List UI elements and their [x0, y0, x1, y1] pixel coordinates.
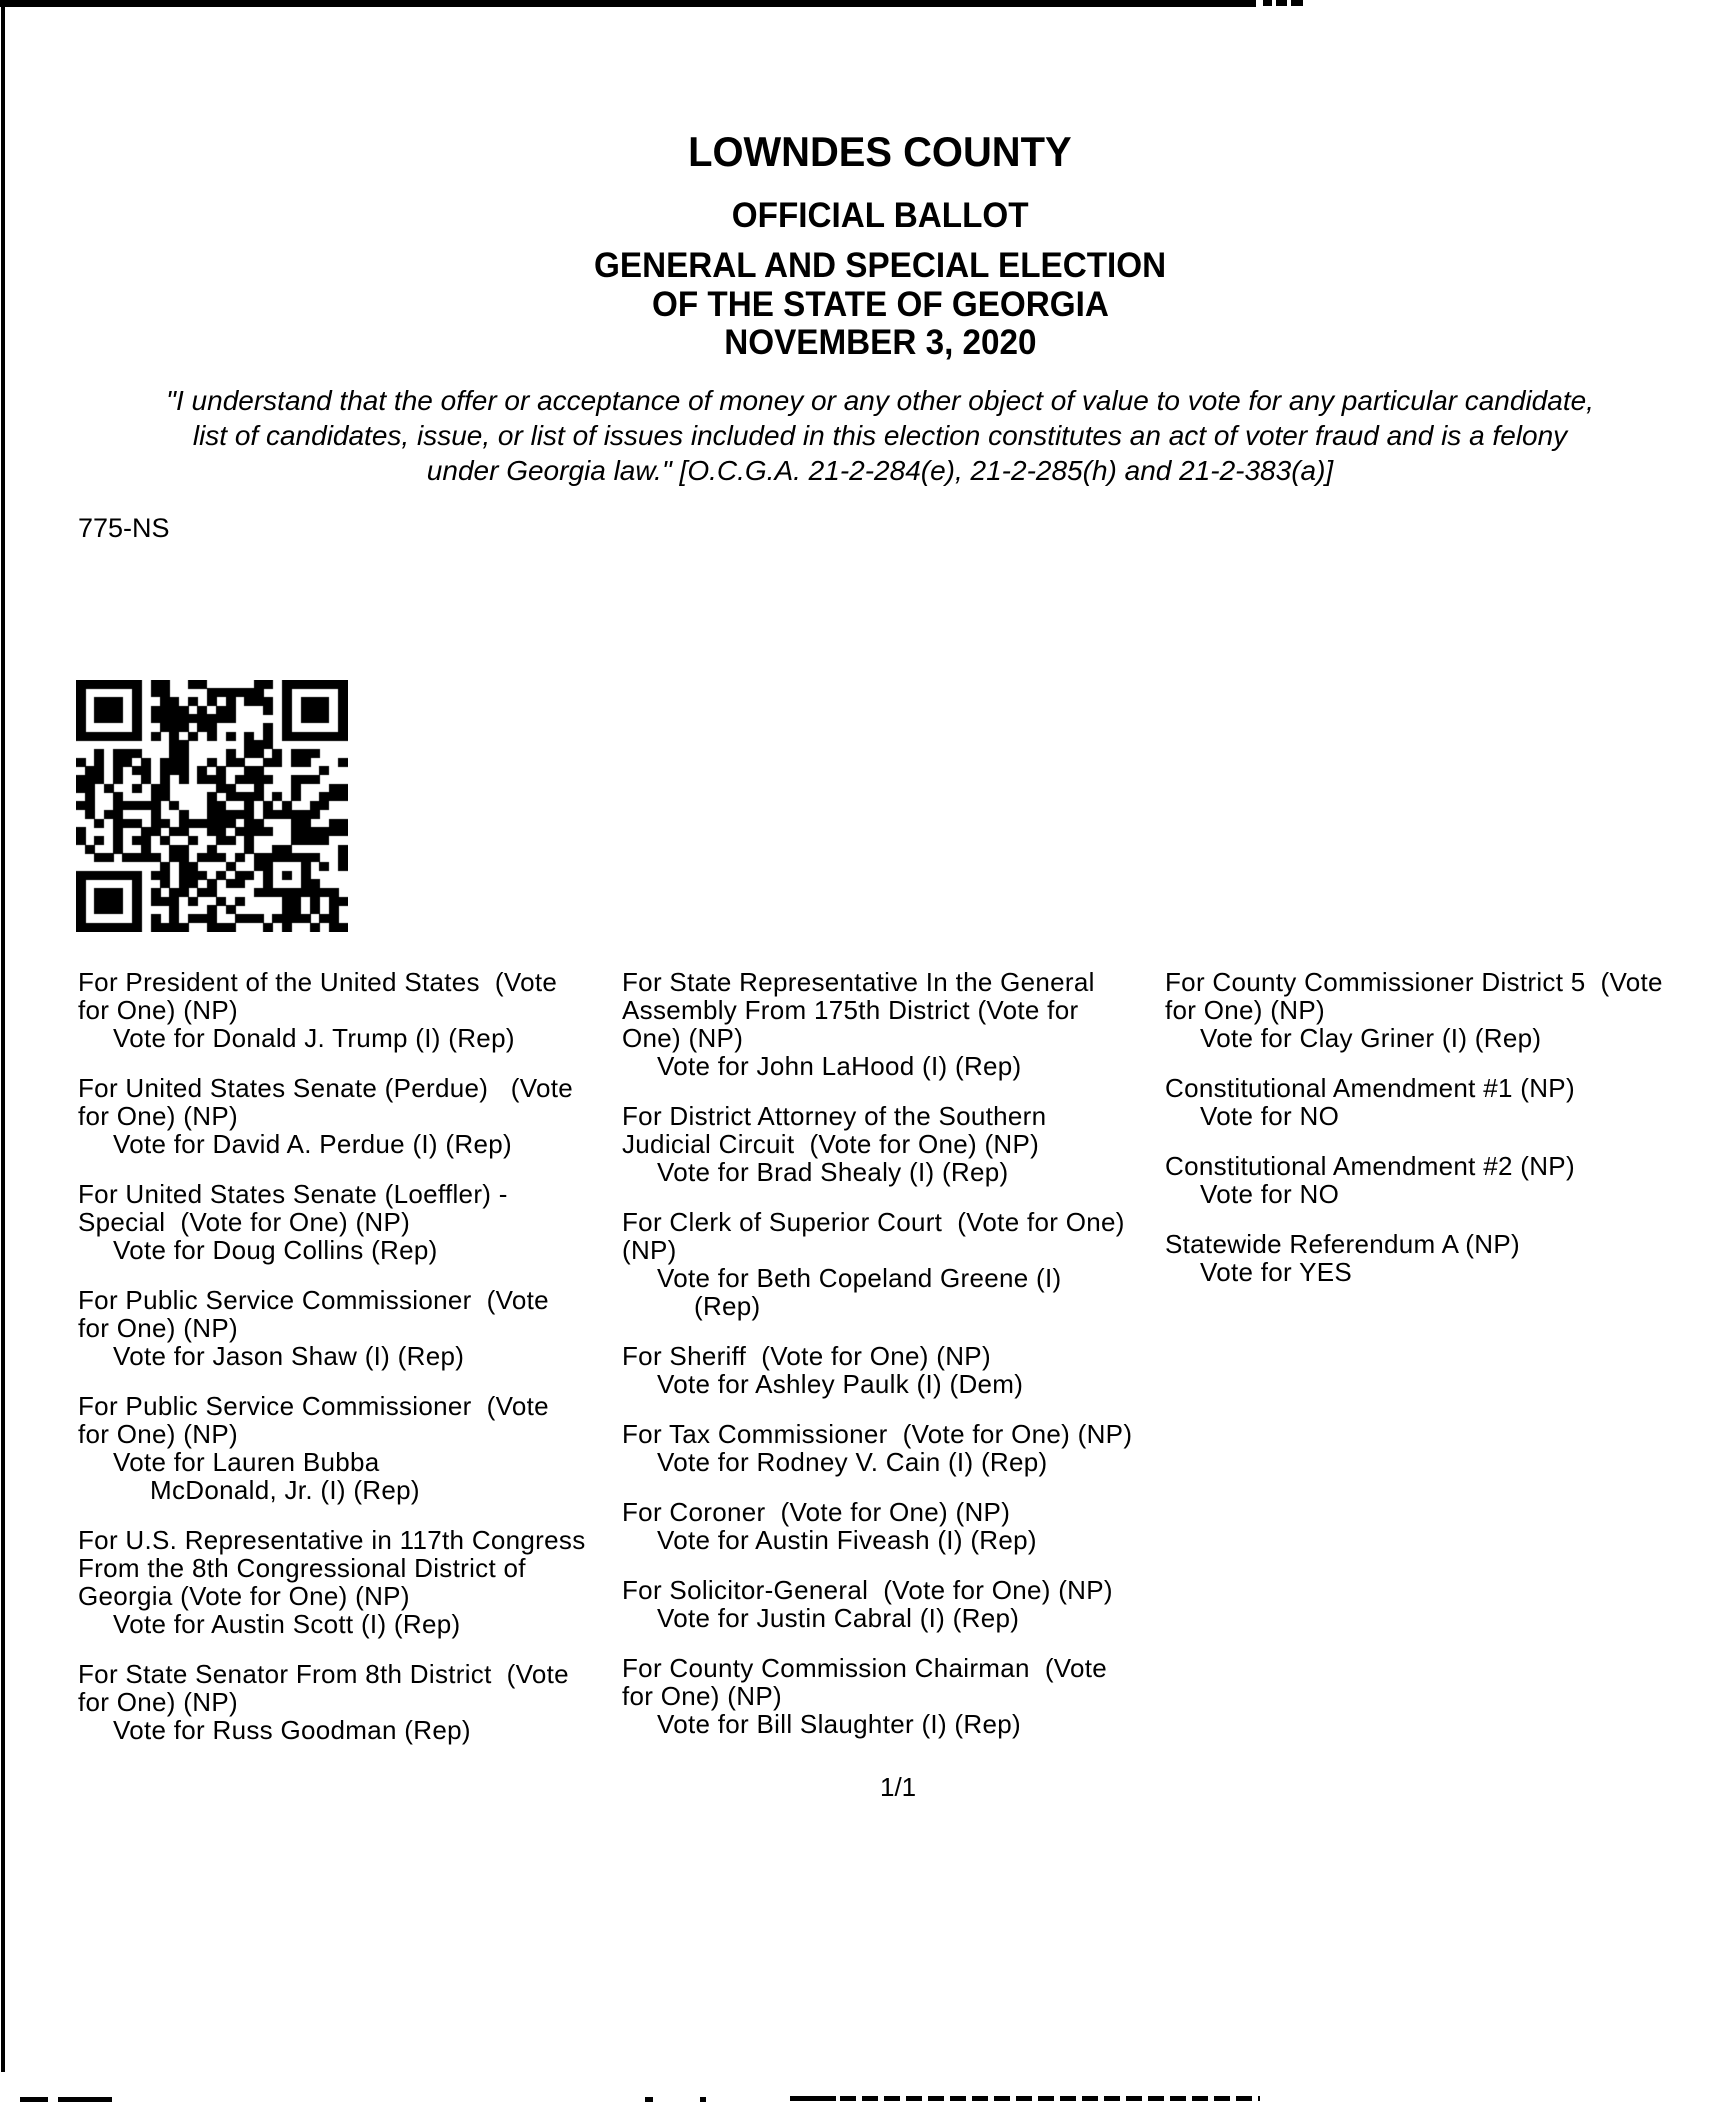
vote-line: Vote for Bill Slaughter (I) (Rep) — [657, 1709, 1021, 1739]
vote-line: (Rep) — [694, 1291, 761, 1321]
contest-block — [78, 1074, 638, 1158]
ballot-column-2 — [622, 968, 1182, 1760]
vote-line: Vote for Austin Fiveash (I) (Rep) — [657, 1525, 1037, 1555]
ballot-type-title: OFFICIAL BALLOT — [731, 196, 1029, 235]
contest-block — [78, 1392, 638, 1504]
vote-line: Vote for Beth Copeland Greene (I) — [657, 1263, 1062, 1293]
vote-line: Vote for Justin Cabral (I) (Rep) — [657, 1603, 1020, 1633]
contest-title-line: For President of the United States (Vote — [78, 967, 558, 997]
contest-title-line: For District Attorney of the Southern — [622, 1101, 1047, 1131]
scan-edge-bottom-dash — [20, 2097, 48, 2102]
ballot-column-1 — [78, 968, 638, 1766]
contest-title-line: For State Senator From 8th District (Vote — [78, 1659, 569, 1689]
scan-edge-bottom-dashed-line — [840, 2096, 1260, 2101]
contest-block — [622, 1576, 1182, 1632]
contest-title-line: From the 8th Congressional District of — [78, 1553, 526, 1583]
scan-edge-bottom-dash — [58, 2097, 112, 2102]
contest-title-line: For Solicitor-General (Vote for One) (NP) — [622, 1575, 1113, 1605]
contest-title-line: (NP) — [622, 1235, 677, 1265]
contest-title-line: For Coroner (Vote for One) (NP) — [622, 1497, 1011, 1527]
scan-edge-top-dash — [1276, 0, 1287, 6]
contest-title-line: For Clerk of Superior Court (Vote for One) — [622, 1207, 1125, 1237]
contest-title-line: One) (NP) — [622, 1023, 744, 1053]
contest-title-line: for One) (NP) — [78, 995, 238, 1025]
vote-line: Vote for NO — [1200, 1101, 1340, 1131]
contest-block — [78, 1180, 638, 1264]
contest-title-line: Georgia (Vote for One) (NP) — [78, 1581, 410, 1611]
vote-line: Vote for John LaHood (I) (Rep) — [657, 1051, 1022, 1081]
page-number: 1/1 — [880, 1772, 917, 1802]
vote-line: Vote for Clay Griner (I) (Rep) — [1200, 1023, 1542, 1053]
contest-block — [1165, 1230, 1728, 1286]
contest-title-line: For Public Service Commissioner (Vote — [78, 1285, 549, 1315]
fraud-disclaimer-line: list of candidates, issue, or list of issues included in this election constitutes an act of voter fraud and is a felony — [192, 420, 1568, 451]
contest-block — [622, 1498, 1182, 1554]
contest-block — [1165, 1152, 1728, 1208]
contest-title-line: For United States Senate (Loeffler) - — [78, 1179, 508, 1209]
vote-line: Vote for Ashley Paulk (I) (Dem) — [657, 1369, 1024, 1399]
contest-title-line: For United States Senate (Perdue) (Vote — [78, 1073, 574, 1103]
vote-line: Vote for YES — [1200, 1257, 1352, 1287]
vote-line: Vote for David A. Perdue (I) (Rep) — [113, 1129, 512, 1159]
election-title-line1: GENERAL AND SPECIAL ELECTION — [593, 246, 1167, 285]
contest-title-line: For U.S. Representative in 117th Congress — [78, 1525, 586, 1555]
contest-block — [78, 968, 638, 1052]
contest-title-line: Statewide Referendum A (NP) — [1165, 1229, 1520, 1259]
qr-code — [76, 680, 348, 932]
fraud-disclaimer-line: under Georgia law." [O.C.G.A. 21-2-284(e), 21-2-285(h) and 21-2-383(a)] — [426, 455, 1334, 486]
contest-block — [622, 1102, 1182, 1186]
contest-title-line: Assembly From 175th District (Vote for — [622, 995, 1079, 1025]
contest-title-line: for One) (NP) — [78, 1101, 238, 1131]
contest-block — [1165, 1074, 1728, 1130]
scan-edge-bottom-dash — [700, 2097, 706, 2102]
contest-title-line: for One) (NP) — [78, 1687, 238, 1717]
fraud-disclaimer — [0, 383, 1728, 488]
contest-title-line: Constitutional Amendment #1 (NP) — [1165, 1073, 1575, 1103]
county-title: LOWNDES COUNTY — [688, 128, 1072, 175]
vote-line: Vote for Donald J. Trump (I) (Rep) — [113, 1023, 515, 1053]
contest-block — [622, 1654, 1182, 1738]
vote-line: Vote for Doug Collins (Rep) — [113, 1235, 438, 1265]
vote-line: Vote for Austin Scott (I) (Rep) — [113, 1609, 461, 1639]
contest-block — [622, 1342, 1182, 1398]
contest-title-line: For County Commission Chairman (Vote — [622, 1653, 1108, 1683]
contest-title-line: Special (Vote for One) (NP) — [78, 1207, 411, 1237]
contest-block — [78, 1660, 638, 1744]
ballot-column-3 — [1165, 968, 1728, 1308]
scan-edge-top-line — [0, 0, 1256, 7]
contest-title-line: For Tax Commissioner (Vote for One) (NP) — [622, 1419, 1133, 1449]
vote-line: McDonald, Jr. (I) (Rep) — [150, 1475, 420, 1505]
contest-title-line: For County Commissioner District 5 (Vote — [1165, 967, 1663, 997]
contest-title-line: for One) (NP) — [78, 1419, 238, 1449]
contest-title-line: for One) (NP) — [78, 1313, 238, 1343]
scan-edge-bottom-dash — [790, 2096, 836, 2101]
vote-line: Vote for Jason Shaw (I) (Rep) — [113, 1341, 465, 1371]
fraud-disclaimer-line: "I understand that the offer or acceptance of money or any other object of value to vote for any particular candidate, — [166, 385, 1594, 416]
contest-title-line: for One) (NP) — [1165, 995, 1325, 1025]
scan-edge-bottom-dash — [645, 2097, 653, 2102]
contest-block — [78, 1526, 638, 1638]
contest-block — [1165, 968, 1728, 1052]
vote-line: Vote for Rodney V. Cain (I) (Rep) — [657, 1447, 1048, 1477]
contest-title-line: For Sheriff (Vote for One) (NP) — [622, 1341, 991, 1371]
vote-line: Vote for Russ Goodman (Rep) — [113, 1715, 471, 1745]
vote-line: Vote for Lauren Bubba — [113, 1447, 380, 1477]
contest-block — [622, 1208, 1182, 1320]
scan-edge-top-dash — [1263, 0, 1272, 6]
vote-line: Vote for NO — [1200, 1179, 1340, 1209]
contest-block — [78, 1286, 638, 1370]
election-title-line3: NOVEMBER 3, 2020 — [723, 323, 1037, 362]
vote-line: Vote for Brad Shealy (I) (Rep) — [657, 1157, 1009, 1187]
contest-title-line: Constitutional Amendment #2 (NP) — [1165, 1151, 1575, 1181]
contest-block — [622, 968, 1182, 1080]
ballot-style-code: 775-NS — [78, 513, 170, 543]
election-title-line2: OF THE STATE OF GEORGIA — [651, 285, 1109, 324]
contest-title-line: For State Representative In the General — [622, 967, 1095, 997]
contest-block — [622, 1420, 1182, 1476]
scan-edge-top-dash — [1291, 0, 1303, 6]
contest-title-line: For Public Service Commissioner (Vote — [78, 1391, 549, 1421]
contest-title-line: Judicial Circuit (Vote for One) (NP) — [622, 1129, 1040, 1159]
contest-title-line: for One) (NP) — [622, 1681, 782, 1711]
